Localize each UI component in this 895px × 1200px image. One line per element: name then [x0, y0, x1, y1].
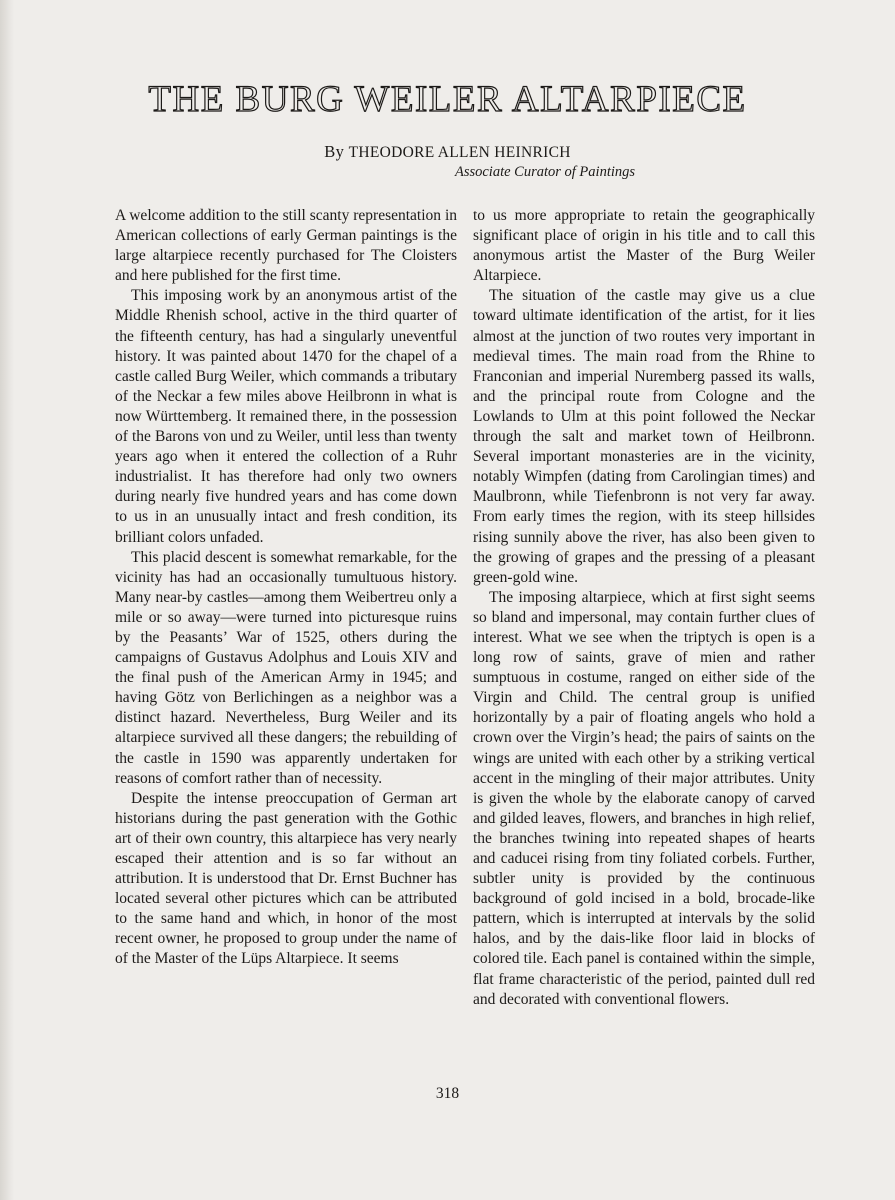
paragraph: The situation of the castle may give us a clue toward ultimate identification of the artist, for it lies almost at the junction of two routes very important in medieval times. The main road from the Rhine to Franconian and imperial Nuremberg passed its walls, and the principal route from Cologne and the Lowlands to Ulm at this point followed the Neckar through the salt and market town of Heilbronn. Several important monasteries are in the vicinity, notably Wimpfen (dating from Carolingian times) and Maulbronn, while Tiefenbronn is not very far away. From early times the region, with its steep hillsides rising sunnily above the river, has also been given to the growing of grapes and the pressing of a pleasant green-gold wine.: [473, 287, 815, 586]
byline-prefix: By: [324, 142, 345, 161]
paragraph: This placid descent is somewhat remarkable, for the vicinity has had an occasionally tumultuous history. Many near-by castles—among them Weibertreu only a mile or so away—were turned into picturesque ruins by the Peasants’ War of 1525, others during the campaigns of Gustavus Adolphus and Louis XIV and the final push of the American Army in 1945; and having Götz von Berlichingen as a neighbor was a distinct hazard. Nevertheless, Burg Weiler and its altarpiece survived all these dangers; the rebuilding of the castle in 1590 was apparently undertaken for reasons of comfort rather than of necessity.: [115, 548, 457, 787]
left-column: [115, 206, 457, 970]
paragraph: This imposing work by an anonymous artist of the Middle Rhenish school, active in the third quarter of the fifteenth century, has had a singularly uneventful history. It was painted about 1470 for the chapel of a castle called Burg Weiler, which commands a tributary of the Neckar a few miles above Heilbronn in what is now Württemberg. It remained there, in the possession of the Barons von und zu Weiler, until less than twenty years ago when it entered the collection of a Ruhr industrialist. It has therefore had only two owners during nearly five hundred years and has come down to us in an unusually intact and fresh condition, its brilliant colors unfaded.: [115, 287, 457, 546]
article-title: THE BURG WEILER ALTARPIECE: [148, 79, 747, 120]
paragraph: The imposing altarpiece, which at first sight seems so bland and impersonal, may contain further clues of interest. What we see when the triptych is open is a long row of saints, grave of mien and rather sumptuous in costume, ranged on either side of the Virgin and Child. The central group is unified horizontally by a pair of floating angels who hold a crown over the Virgin’s head; the pairs of saints on the wings are united with each other by a striking vertical accent in the mingling of their major attributes. Unity is given the whole by the elaborate canopy of carved and gilded leaves, flowers, and branches in high relief, the branches twining into repeated shapes of hearts and caducei rising from tiny foliated corbels. Further, subtler unity is provided by the continuous background of gold incised in a bold, brocade-like pattern, which is interrupted at intervals by the solid halos, and by the dais-like floor laid in blocks of colored tile. Each panel is contained within the simple, flat frame characteristic of the period, painted dull red and decorated with conventional flowers.: [473, 588, 815, 1008]
author-name: THEODORE ALLEN HEINRICH: [348, 144, 571, 161]
paragraph: to us more appropriate to retain the geographically significant place of origin in his title and to call this anonymous artist the Master of the Burg Weiler Altarpiece.: [473, 207, 815, 285]
byline: [0, 142, 895, 162]
author-position: Associate Curator of Paintings: [454, 164, 636, 180]
paragraph: A welcome addition to the still scanty representation in American collections of early German paintings is the large altarpiece recently purchased for The Cloisters and here published for the first time.: [115, 207, 457, 285]
page-number: 318: [435, 1085, 460, 1102]
right-column: [473, 206, 815, 1010]
paragraph: Despite the intense preoccupation of German art historians during the past generation with the Gothic art of their own country, this altarpiece has very nearly escaped their attention and is so far without an attribution. It is understood that Dr. Ernst Buchner has located several other pictures which can be attributed to the same hand and which, in honor of the most recent owner, he proposed to group under the name of of the Master of the Lüps Altarpiece. It seems: [115, 789, 457, 968]
